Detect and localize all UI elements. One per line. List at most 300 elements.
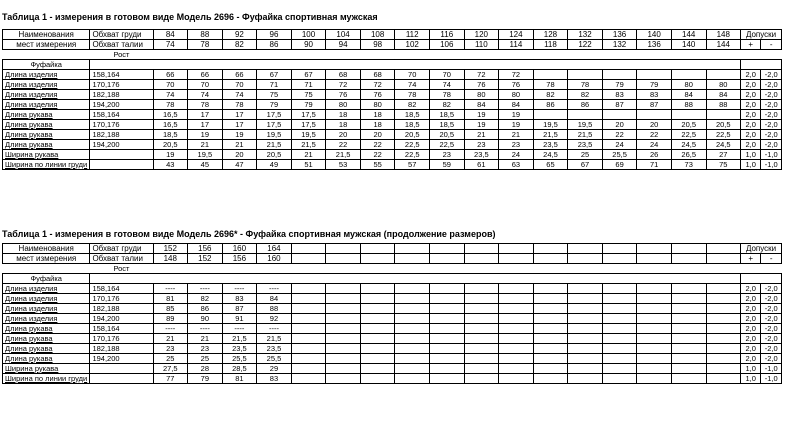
chest-size-cell: 120 xyxy=(464,30,499,40)
measure-value: 17,5 xyxy=(291,110,326,120)
measure-value: 82 xyxy=(430,100,465,110)
measure-value: ---- xyxy=(153,284,188,294)
measure-name: Длина изделия xyxy=(3,304,90,314)
measure-value xyxy=(671,374,706,384)
measure-value xyxy=(464,334,499,344)
measure-name: Длина изделия xyxy=(3,80,90,90)
tolerance-plus-value: 2,0 xyxy=(741,80,761,90)
measure-value xyxy=(326,324,361,334)
tolerance-label: Допуски xyxy=(741,30,782,40)
measure-value: 74 xyxy=(395,80,430,90)
measure-value: 19,5 xyxy=(188,150,223,160)
measure-value: 79 xyxy=(291,100,326,110)
measure-value xyxy=(568,364,603,374)
spacer xyxy=(3,264,90,274)
measure-value: 70 xyxy=(222,80,257,90)
tolerance-minus-value: -2,0 xyxy=(761,130,782,140)
measure-value: 20 xyxy=(602,120,637,130)
height-label-row xyxy=(3,264,782,274)
measure-value xyxy=(602,344,637,354)
measure-value: 29 xyxy=(257,364,292,374)
measure-value: 24 xyxy=(499,150,534,160)
measure-value: 88 xyxy=(671,100,706,110)
measure-value: 80 xyxy=(464,90,499,100)
measure-value: 74 xyxy=(430,80,465,90)
measure-value: 74 xyxy=(153,90,188,100)
height-label-row xyxy=(3,50,782,60)
measure-value: 21,5 xyxy=(222,334,257,344)
measure-value: 24,5 xyxy=(706,140,741,150)
measure-value: 84 xyxy=(257,294,292,304)
measure-value xyxy=(291,284,326,294)
measure-value xyxy=(291,354,326,364)
waist-size-cell: 144 xyxy=(706,40,741,50)
tolerance-minus-value: -2,0 xyxy=(761,304,782,314)
measure-name: Длина изделия xyxy=(3,284,90,294)
chest-size-cell: 152 xyxy=(153,244,188,254)
measure-value xyxy=(671,70,706,80)
measure-name: Длина рукава xyxy=(3,354,90,364)
measure-value: 21,5 xyxy=(533,130,568,140)
measure-value: 21,5 xyxy=(291,140,326,150)
measure-value: ---- xyxy=(222,324,257,334)
table-row xyxy=(3,120,782,130)
measure-name: Длина изделия xyxy=(3,100,90,110)
measure-value: 61 xyxy=(464,160,499,170)
measure-height xyxy=(90,374,153,384)
measure-height: 194,200 xyxy=(90,140,153,150)
waist-size-cell: 136 xyxy=(637,40,672,50)
chest-size-cell: 144 xyxy=(671,30,706,40)
measure-value: 43 xyxy=(153,160,188,170)
measure-value xyxy=(568,304,603,314)
measure-value xyxy=(637,354,672,364)
measure-value xyxy=(395,364,430,374)
measure-value: 82 xyxy=(188,294,223,304)
measure-value xyxy=(671,334,706,344)
measure-value xyxy=(395,284,430,294)
measure-value xyxy=(464,314,499,324)
measure-value: 53 xyxy=(326,160,361,170)
measure-value xyxy=(568,374,603,384)
spacer xyxy=(3,50,90,60)
tolerance-plus-value: 2,0 xyxy=(741,314,761,324)
measure-value: 70 xyxy=(395,70,430,80)
section-label: Фуфайка xyxy=(3,274,90,284)
measure-value xyxy=(464,284,499,294)
measure-value xyxy=(602,70,637,80)
measure-value xyxy=(533,364,568,374)
measure-value xyxy=(360,364,395,374)
measure-value xyxy=(706,294,741,304)
measure-value xyxy=(568,314,603,324)
measure-value xyxy=(568,294,603,304)
tolerance-minus-value: -1,0 xyxy=(761,160,782,170)
measure-value xyxy=(533,324,568,334)
chest-size-cell: 124 xyxy=(499,30,534,40)
measure-value: 80 xyxy=(326,100,361,110)
measure-value: 71 xyxy=(637,160,672,170)
chest-size-cell: 116 xyxy=(430,30,465,40)
chest-size-cell: 136 xyxy=(602,30,637,40)
waist-size-cell: 152 xyxy=(188,254,223,264)
tolerance-minus-value: -2,0 xyxy=(761,70,782,80)
measure-value xyxy=(568,334,603,344)
measure-height: 182,188 xyxy=(90,90,153,100)
measure-value: 20 xyxy=(637,120,672,130)
waist-size-cell: 94 xyxy=(326,40,361,50)
waist-size-cell: 122 xyxy=(568,40,603,50)
measure-value: 71 xyxy=(257,80,292,90)
measure-value: ---- xyxy=(153,324,188,334)
header-row-chest xyxy=(3,244,782,254)
measure-height: 158,164 xyxy=(90,110,153,120)
section-label: Фуфайка xyxy=(3,60,90,70)
measure-value: 79 xyxy=(602,80,637,90)
measure-value: 70 xyxy=(153,80,188,90)
measure-value xyxy=(326,304,361,314)
tolerance-plus-value: 1,0 xyxy=(741,374,761,384)
measure-value: 18 xyxy=(326,120,361,130)
measure-value: 70 xyxy=(430,70,465,80)
measure-value: 24,5 xyxy=(671,140,706,150)
measure-value: 18 xyxy=(360,110,395,120)
chest-size-cell xyxy=(706,244,741,254)
measure-name: Длина рукава xyxy=(3,130,90,140)
chest-size-cell xyxy=(360,244,395,254)
measure-value: 78 xyxy=(395,90,430,100)
waist-size-cell: 156 xyxy=(222,254,257,264)
measure-value: 28,5 xyxy=(222,364,257,374)
measure-value: ---- xyxy=(188,284,223,294)
measure-value xyxy=(706,314,741,324)
measure-value: 21,5 xyxy=(326,150,361,160)
measure-value: 78 xyxy=(222,100,257,110)
measure-value xyxy=(637,304,672,314)
measure-value: 55 xyxy=(360,160,395,170)
measure-value: 75 xyxy=(257,90,292,100)
measure-value: 18,5 xyxy=(153,130,188,140)
measure-value: 21 xyxy=(499,130,534,140)
table-row xyxy=(3,334,782,344)
measure-value: 63 xyxy=(499,160,534,170)
chest-size-cell: 88 xyxy=(188,30,223,40)
measure-value xyxy=(326,374,361,384)
tolerance-plus-value: 2,0 xyxy=(741,130,761,140)
measure-name: Длина изделия xyxy=(3,90,90,100)
measure-height: 170,176 xyxy=(90,294,153,304)
measure-value: 74 xyxy=(222,90,257,100)
measure-value xyxy=(360,334,395,344)
tolerance-plus: + xyxy=(741,40,761,50)
measure-value xyxy=(464,324,499,334)
measure-name: Длина изделия xyxy=(3,294,90,304)
measure-value: 72 xyxy=(499,70,534,80)
measure-height: 182,188 xyxy=(90,344,153,354)
measure-value: ---- xyxy=(222,284,257,294)
measure-value: 18,5 xyxy=(395,120,430,130)
table-row xyxy=(3,130,782,140)
waist-size-cell xyxy=(430,254,465,264)
measure-value: 82 xyxy=(533,90,568,100)
measure-value xyxy=(602,294,637,304)
measure-value: 19,5 xyxy=(533,120,568,130)
measure-value: 68 xyxy=(326,70,361,80)
measure-value xyxy=(430,364,465,374)
measure-value: 81 xyxy=(153,294,188,304)
measure-height xyxy=(90,150,153,160)
measure-value xyxy=(499,304,534,314)
measure-value: 78 xyxy=(533,80,568,90)
measure-name: Длина рукава xyxy=(3,140,90,150)
measure-value xyxy=(602,284,637,294)
measure-value: 19 xyxy=(464,120,499,130)
measure-value xyxy=(360,284,395,294)
measure-value xyxy=(326,334,361,344)
measure-value xyxy=(533,70,568,80)
chest-label: Обхват груди xyxy=(90,30,153,40)
waist-size-cell xyxy=(395,254,430,264)
chest-size-cell xyxy=(568,244,603,254)
measure-value xyxy=(637,294,672,304)
measure-value xyxy=(291,364,326,374)
measure-value: 81 xyxy=(222,374,257,384)
header-row-chest xyxy=(3,30,782,40)
tolerance-minus-value: -2,0 xyxy=(761,314,782,324)
measure-value: 66 xyxy=(222,70,257,80)
measure-value: 79 xyxy=(637,80,672,90)
measure-value: 76 xyxy=(326,90,361,100)
tolerance-plus-value: 2,0 xyxy=(741,344,761,354)
measure-value xyxy=(499,324,534,334)
measure-value xyxy=(499,314,534,324)
measure-value: 77 xyxy=(153,374,188,384)
measure-value: 79 xyxy=(188,374,223,384)
waist-label: Обхват талии xyxy=(90,40,153,50)
measure-value: 51 xyxy=(291,160,326,170)
measure-value xyxy=(568,354,603,364)
measure-height xyxy=(90,160,153,170)
table-row xyxy=(3,374,782,384)
measure-value: 71 xyxy=(291,80,326,90)
measure-value: 25 xyxy=(568,150,603,160)
measure-value: 17,5 xyxy=(257,120,292,130)
table1-title: Таблица 1 - измерения в готовом виде Модель 2696 - Фуфайка спортивная мужская xyxy=(2,12,378,22)
section-tol-filler xyxy=(741,274,782,284)
waist-size-cell: 118 xyxy=(533,40,568,50)
measure-value xyxy=(671,344,706,354)
measure-value: 68 xyxy=(360,70,395,80)
measure-value xyxy=(602,324,637,334)
measure-value xyxy=(637,374,672,384)
measure-value xyxy=(499,344,534,354)
measure-value xyxy=(430,374,465,384)
measure-value xyxy=(602,354,637,364)
measure-value xyxy=(360,304,395,314)
table2 xyxy=(2,243,782,384)
chest-size-cell xyxy=(430,244,465,254)
table-row xyxy=(3,364,782,374)
measure-value: 18,5 xyxy=(430,110,465,120)
table-row xyxy=(3,344,782,354)
tolerance-plus-value: 2,0 xyxy=(741,294,761,304)
measure-value xyxy=(464,374,499,384)
measure-value xyxy=(533,354,568,364)
measure-value xyxy=(637,110,672,120)
measure-value: 25,5 xyxy=(257,354,292,364)
waist-size-cell: 90 xyxy=(291,40,326,50)
measure-value xyxy=(533,334,568,344)
measure-value: 74 xyxy=(188,90,223,100)
header-row-waist xyxy=(3,254,782,264)
measure-value: 21 xyxy=(464,130,499,140)
measure-value: 23,5 xyxy=(257,344,292,354)
table-row xyxy=(3,140,782,150)
measure-value: 92 xyxy=(257,314,292,324)
waist-size-cell xyxy=(291,254,326,264)
measure-name: Длина изделия xyxy=(3,70,90,80)
measure-value: 21,5 xyxy=(257,140,292,150)
measure-value xyxy=(533,284,568,294)
measure-value xyxy=(602,314,637,324)
measure-value: 76 xyxy=(360,90,395,100)
measure-value: 76 xyxy=(499,80,534,90)
tolerance-minus-value: -2,0 xyxy=(761,294,782,304)
measure-value xyxy=(671,294,706,304)
chest-size-cell: 112 xyxy=(395,30,430,40)
measure-value: 22 xyxy=(360,140,395,150)
measure-value xyxy=(464,294,499,304)
measure-value: 72 xyxy=(360,80,395,90)
measure-value: 72 xyxy=(464,70,499,80)
waist-size-cell xyxy=(533,254,568,264)
measure-value: 22,5 xyxy=(671,130,706,140)
table-row xyxy=(3,324,782,334)
measure-value: ---- xyxy=(257,284,292,294)
measure-value xyxy=(499,294,534,304)
tolerance-plus-value: 2,0 xyxy=(741,354,761,364)
header-name-label: Наименования xyxy=(3,244,90,254)
measure-value xyxy=(430,334,465,344)
tolerance-minus-value: -2,0 xyxy=(761,120,782,130)
waist-size-cell xyxy=(706,254,741,264)
measure-value: 49 xyxy=(257,160,292,170)
measure-height: 182,188 xyxy=(90,304,153,314)
measure-value: 25,5 xyxy=(222,354,257,364)
measure-value xyxy=(637,70,672,80)
chest-size-cell xyxy=(326,244,361,254)
measure-value: 72 xyxy=(326,80,361,90)
measure-value: 18,5 xyxy=(395,110,430,120)
measure-value xyxy=(326,284,361,294)
measure-name: Длина рукава xyxy=(3,120,90,130)
waist-size-cell: 98 xyxy=(360,40,395,50)
measure-value xyxy=(430,314,465,324)
measure-value: 67 xyxy=(568,160,603,170)
measure-value xyxy=(706,70,741,80)
measure-value xyxy=(637,334,672,344)
waist-size-cell xyxy=(671,254,706,264)
measure-value xyxy=(706,374,741,384)
measure-value xyxy=(395,374,430,384)
waist-size-cell xyxy=(326,254,361,264)
waist-size-cell xyxy=(602,254,637,264)
measure-value: 20 xyxy=(360,130,395,140)
measure-value: 87 xyxy=(222,304,257,314)
waist-size-cell: 160 xyxy=(257,254,292,264)
measure-value: 70 xyxy=(188,80,223,90)
measure-height: 170,176 xyxy=(90,80,153,90)
measure-value: 17 xyxy=(222,110,257,120)
measure-value: 23,5 xyxy=(464,150,499,160)
tolerance-plus-value: 2,0 xyxy=(741,304,761,314)
chest-size-cell: 108 xyxy=(360,30,395,40)
measure-value: 24 xyxy=(637,140,672,150)
measure-value: 82 xyxy=(395,100,430,110)
measure-value: 26 xyxy=(637,150,672,160)
header-place-label: мест измерения xyxy=(3,254,90,264)
measure-height xyxy=(90,364,153,374)
measure-value: 17,5 xyxy=(257,110,292,120)
measure-value xyxy=(360,294,395,304)
chest-size-cell: 100 xyxy=(291,30,326,40)
chest-size-cell xyxy=(291,244,326,254)
tolerance-minus-value: -2,0 xyxy=(761,140,782,150)
chest-size-cell: 164 xyxy=(257,244,292,254)
tolerance-plus-value: 2,0 xyxy=(741,284,761,294)
table2-title: Таблица 1 - измерения в готовом виде Модель 2696* - Фуфайка спортивная мужская (продолжение размеров) xyxy=(2,229,496,239)
measure-value: 90 xyxy=(188,314,223,324)
measure-value: 75 xyxy=(291,90,326,100)
chest-size-cell: 104 xyxy=(326,30,361,40)
measure-value xyxy=(568,324,603,334)
section-filler xyxy=(90,274,741,284)
table-row xyxy=(3,80,782,90)
measure-value: 23,5 xyxy=(533,140,568,150)
measure-name: Ширина рукава xyxy=(3,150,90,160)
chest-size-cell xyxy=(671,244,706,254)
measure-height: 194,200 xyxy=(90,354,153,364)
waist-size-cell xyxy=(499,254,534,264)
measure-value: 20 xyxy=(222,150,257,160)
measure-value xyxy=(360,314,395,324)
measure-height: 194,200 xyxy=(90,100,153,110)
measure-value xyxy=(568,110,603,120)
measure-value: 22,5 xyxy=(395,150,430,160)
measure-value xyxy=(326,314,361,324)
measure-value: 17 xyxy=(222,120,257,130)
table-row xyxy=(3,100,782,110)
measure-name: Ширина по линии груди xyxy=(3,374,90,384)
measure-value: 87 xyxy=(637,100,672,110)
measure-value: 24,5 xyxy=(533,150,568,160)
tolerance-minus-value: -1,0 xyxy=(761,374,782,384)
measure-value xyxy=(395,314,430,324)
chest-size-cell: 128 xyxy=(533,30,568,40)
measure-value: 24 xyxy=(602,140,637,150)
measure-value xyxy=(430,354,465,364)
header-name-label: Наименования xyxy=(3,30,90,40)
measure-value: 20,5 xyxy=(671,120,706,130)
measure-value xyxy=(395,304,430,314)
measure-value xyxy=(291,304,326,314)
measure-value: 88 xyxy=(706,100,741,110)
table-row xyxy=(3,150,782,160)
measure-value: 19,5 xyxy=(568,120,603,130)
measure-value: 19,5 xyxy=(257,130,292,140)
measure-value xyxy=(671,364,706,374)
measure-value xyxy=(395,324,430,334)
